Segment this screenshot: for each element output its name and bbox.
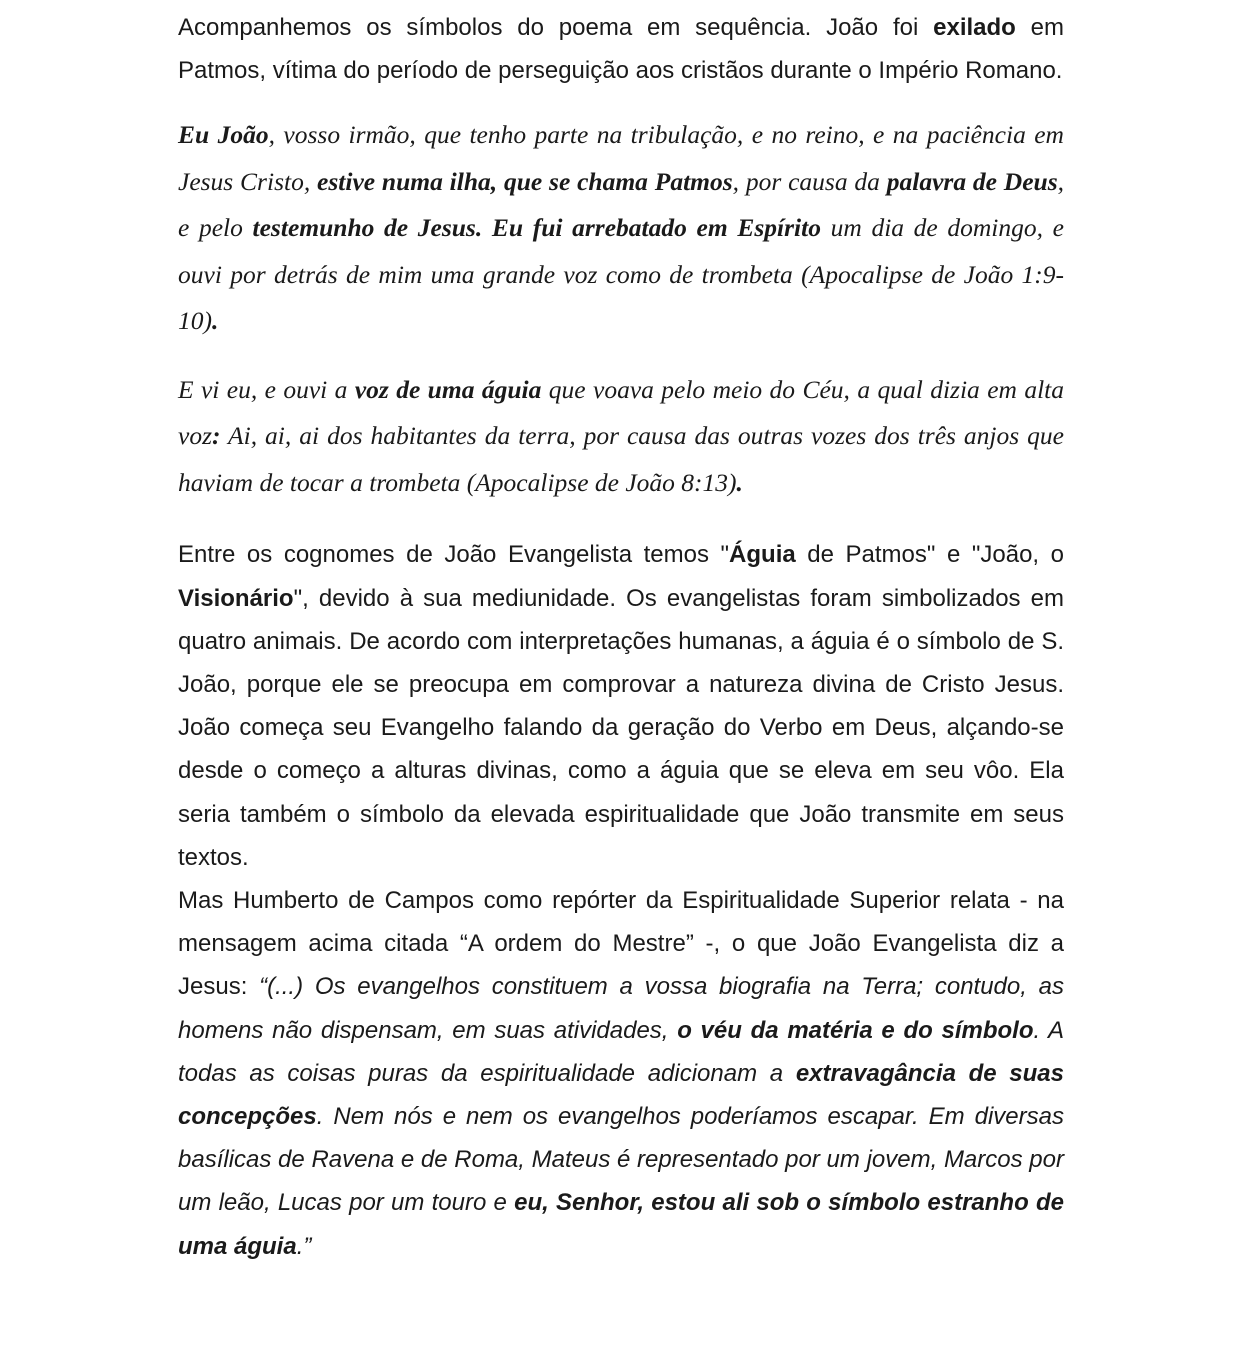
text-span: E vi eu, e ouvi a xyxy=(178,374,355,404)
bold-text: . xyxy=(736,467,743,497)
paragraph-cognomes xyxy=(178,533,1064,879)
text-span: , vosso irmão, que tenho parte na tribulação, e no reino, e na paciência em Jesus Cristo, xyxy=(178,120,1064,196)
italic-text: . A todas as coisas puras da espiritualidade adicionam a xyxy=(178,1016,1065,1087)
bold-text: Visionário xyxy=(178,584,294,612)
quote-apocalypse-1 xyxy=(178,112,1064,345)
bold-text: voz de uma águia xyxy=(354,374,542,404)
bold-text: estive numa ilha, que se chama Patmos xyxy=(317,166,733,196)
bold-text: exilado xyxy=(933,14,1016,41)
bold-text: Eu João xyxy=(178,120,269,150)
bold-italic-text: extravagância de suas concepções xyxy=(178,1059,1064,1131)
text-span: Acompanhemos os símbolos do poema em sequência. João foi xyxy=(178,14,934,41)
paragraph-humberto xyxy=(178,879,1064,1268)
bold-text: : xyxy=(212,421,221,451)
document-page xyxy=(178,6,1064,1268)
text-span: de Patmos" e "João, o xyxy=(795,541,1065,569)
text-span: , e pelo xyxy=(178,166,1064,243)
text-span: , por causa da xyxy=(732,166,887,196)
bold-text: . xyxy=(212,306,219,336)
text-span: Entre os cognomes de João Evangelista temos " xyxy=(178,541,730,569)
text-span: ", devido à sua mediunidade. Os evangelistas foram simbolizados em quatro animais. De acordo com interpretações humanas, a águia é o símbolo de S. João, porque ele se preocupa em comprovar a natureza divina de Cristo Jesus. João começa seu Evangelho falando da geração do Verbo em Deus, alçando-se desde o começo a alturas divinas, como a águia que se eleva em seu vôo. Ela seria também o símbolo da elevada espiritualidade que João transmite em seus textos. xyxy=(178,584,1064,871)
text-span: em Patmos, vítima do período de perseguição aos cristãos durante o Império Romano. xyxy=(178,14,1064,85)
italic-text: .” xyxy=(296,1232,312,1260)
bold-text: testemunho de Jesus. Eu fui arrebatado em Espírito xyxy=(252,213,821,243)
bold-italic-text: eu, Senhor, estou ali sob o símbolo estranho de uma águia xyxy=(178,1189,1064,1260)
italic-text: “(...) Os evangelhos constituem a vossa biografia na Terra; contudo, as homens não dispensam, em suas atividades, xyxy=(178,973,1065,1044)
bold-text: Águia xyxy=(729,541,796,569)
bold-italic-text: o véu da matéria e do símbolo xyxy=(677,1016,1034,1044)
text-span: que voava pelo meio do Céu, a qual dizia em alta voz xyxy=(178,374,1064,451)
text-span: Ai, ai, ai dos habitantes da terra, por causa das outras vozes dos três anjos que haviam de tocar a trombeta (Apocalipse de João 8:13) xyxy=(178,421,1064,497)
text-span: um dia de domingo, e ouvi por detrás de mim uma grande voz como de trombeta (Apocalipse de João 1:9-10) xyxy=(178,213,1064,336)
paragraph-intro xyxy=(178,6,1064,92)
italic-text: . Nem nós e nem os evangelhos poderíamos escapar. Em diversas basílicas de Ravena e de Roma, Mateus é representado por um jovem, Marcos por um leão, Lucas por um touro e xyxy=(178,1103,1064,1217)
bold-text: palavra de Deus xyxy=(886,166,1058,196)
text-span: Mas Humberto de Campos como repórter da Espiritualidade Superior relata - na mensagem acima citada “A ordem do Mestre” -, o que João Evangelista diz a Jesus: xyxy=(178,887,1064,1001)
quote-apocalypse-8 xyxy=(178,367,1064,507)
